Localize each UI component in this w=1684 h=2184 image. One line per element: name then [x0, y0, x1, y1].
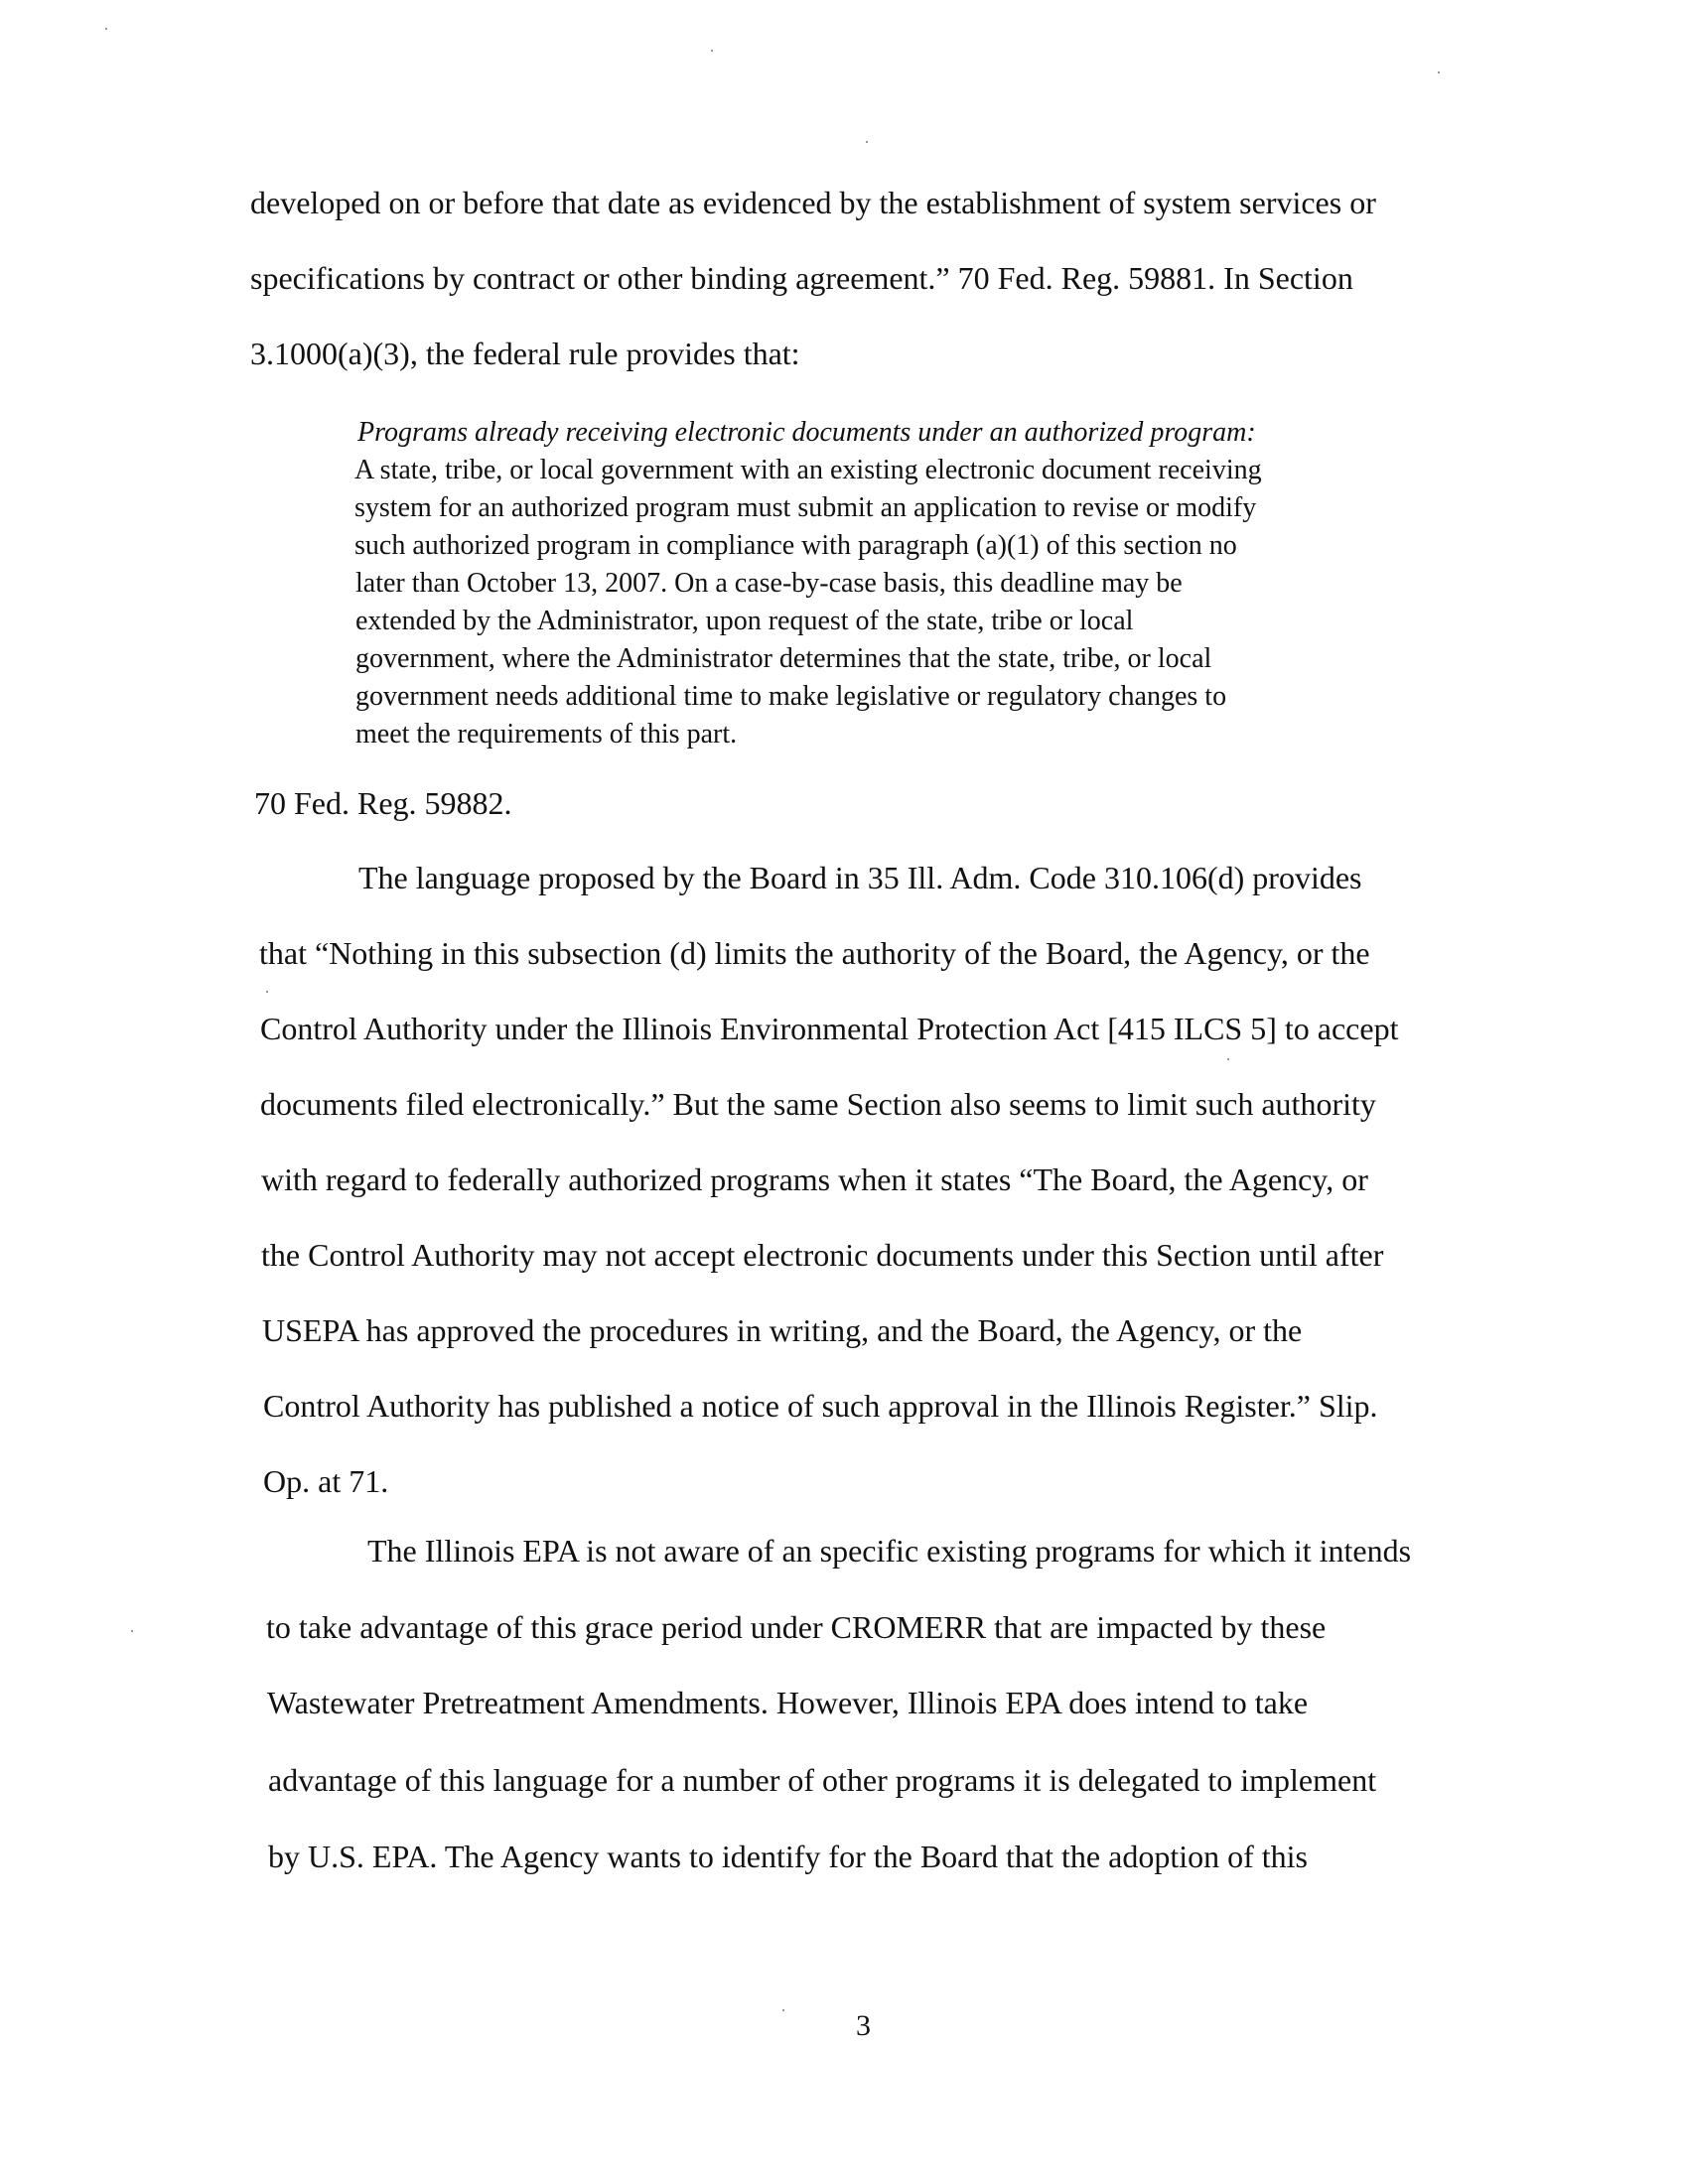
text-line: advantage of this language for a number of other programs it is delegated to implement	[268, 1762, 1377, 1798]
text-line: with regard to federally authorized programs when it states “The Board, the Agency, or	[261, 1161, 1368, 1197]
scan-speck	[782, 2009, 784, 2011]
text-line: developed on or before that date as evidenced by the establishment of system services or	[250, 185, 1376, 220]
scan-speck	[711, 50, 713, 52]
text-line: 3.1000(a)(3), the federal rule provides that:	[250, 336, 800, 371]
text-line: Control Authority has published a notice of such approval in the Illinois Register.” Slip.	[263, 1388, 1378, 1424]
block-quote-heading: Programs already receiving electronic documents under an authorized program:	[357, 417, 1256, 448]
text-line: government needs additional time to make legislative or regulatory changes to	[355, 681, 1227, 712]
text-line: government, where the Administrator determines that the state, tribe, or local	[355, 643, 1212, 674]
text-line: The Illinois EPA is not aware of an specific existing programs for which it intends	[367, 1533, 1412, 1569]
scan-speck	[866, 141, 868, 143]
page-number: 3	[856, 2009, 871, 2042]
text-line: documents filed electronically.” But the same Section also seems to limit such authority	[260, 1086, 1376, 1122]
text-line: extended by the Administrator, upon request of the state, tribe or local	[355, 606, 1134, 636]
text-line: Control Authority under the Illinois Environmental Protection Act [415 ILCS 5] to accept	[260, 1011, 1399, 1046]
text-line: by U.S. EPA. The Agency wants to identify for the Board that the adoption of this	[268, 1839, 1308, 1874]
text-line: specifications by contract or other binding agreement.” 70 Fed. Reg. 59881. In Section	[250, 260, 1353, 296]
scan-speck	[266, 991, 268, 993]
text-line: A state, tribe, or local government with an existing electronic document receiving	[354, 455, 1262, 485]
scan-speck	[105, 28, 107, 30]
text-line: to take advantage of this grace period under CROMERR that are impacted by these	[266, 1609, 1327, 1645]
scan-speck	[1438, 71, 1440, 73]
text-line: Op. at 71.	[263, 1463, 389, 1499]
text-line: such authorized program in compliance with paragraph (a)(1) of this section no	[354, 530, 1237, 561]
text-line: Wastewater Pretreatment Amendments. However, Illinois EPA does intend to take	[267, 1685, 1309, 1720]
text-line: system for an authorized program must submit an application to revise or modify	[354, 492, 1257, 523]
text-line: the Control Authority may not accept electronic documents under this Section until after	[261, 1237, 1384, 1273]
text-line: later than October 13, 2007. On a case-by-case basis, this deadline may be	[355, 568, 1183, 599]
scan-speck	[1227, 1058, 1229, 1060]
text-line: that “Nothing in this subsection (d) limits the authority of the Board, the Agency, or the	[259, 935, 1370, 971]
scan-speck	[131, 1630, 133, 1632]
text-line: meet the requirements of this part.	[355, 719, 738, 750]
text-line: USEPA has approved the procedures in writing, and the Board, the Agency, or the	[262, 1312, 1303, 1348]
citation: 70 Fed. Reg. 59882.	[254, 785, 512, 821]
text-line: The language proposed by the Board in 35 Ill. Adm. Code 310.106(d) provides	[358, 860, 1362, 895]
